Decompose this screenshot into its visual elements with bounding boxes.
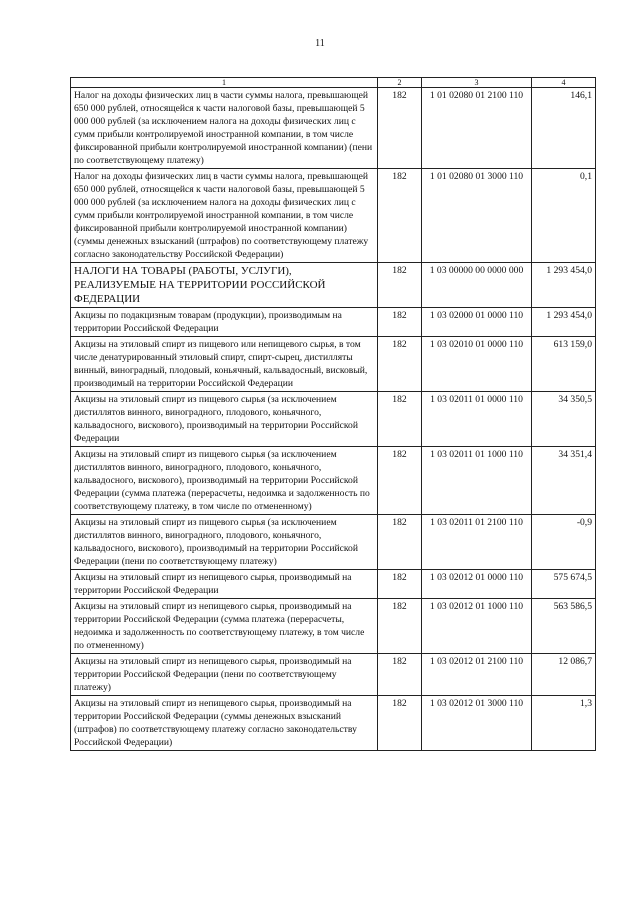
cell-name: НАЛОГИ НА ТОВАРЫ (РАБОТЫ, УСЛУГИ), РЕАЛИЗУЕМЫЕ НА ТЕРРИТОРИИ РОССИЙСКОЙ ФЕДЕРАЦИИ bbox=[71, 263, 378, 308]
cell-admin-code: 182 bbox=[378, 263, 422, 308]
cell-amount: 1 293 454,0 bbox=[532, 263, 596, 308]
cell-name: Налог на доходы физических лиц в части суммы налога, превышающей 650 000 рублей, относящейся к части налоговой базы, превышающей 5 000 000 рублей (за исключением налога на доходы физических лиц с сумм прибыли контролируемой иностранной компании, в том числе фиксированной прибыли контролируемой иностранной компании) (пени по соответствующему платежу) bbox=[71, 88, 378, 169]
cell-budget-code: 1 03 02000 01 0000 110 bbox=[422, 308, 532, 337]
cell-name: Акцизы на этиловый спирт из непищевого сырья, производимый на территории Российской Федерации (сумма платежа (перерасчеты, недоимка и задолженность по соответствующему платежу, в том числе по отмененному) bbox=[71, 599, 378, 654]
header-cell-admin: 2 bbox=[378, 78, 422, 88]
table-row bbox=[71, 570, 596, 599]
table-row bbox=[71, 308, 596, 337]
cell-admin-code: 182 bbox=[378, 515, 422, 570]
cell-budget-code: 1 03 02012 01 0000 110 bbox=[422, 570, 532, 599]
cell-budget-code: 1 03 02012 01 2100 110 bbox=[422, 654, 532, 696]
cell-name: Акцизы на этиловый спирт из пищевого сырья (за исключением дистиллятов винного, виноградного, плодового, коньячного, кальвадосного, вискового), производимый на территории Российской Федерации (сумма платежа (перерасчеты, недоимка и задолженность по соответствующему платежу, в том числе по отмененному) bbox=[71, 447, 378, 515]
cell-budget-code: 1 03 02011 01 2100 110 bbox=[422, 515, 532, 570]
cell-amount: 146,1 bbox=[532, 88, 596, 169]
cell-budget-code: 1 01 02080 01 2100 110 bbox=[422, 88, 532, 169]
cell-admin-code: 182 bbox=[378, 447, 422, 515]
table-row bbox=[71, 337, 596, 392]
table-row bbox=[71, 88, 596, 169]
cell-amount: 12 086,7 bbox=[532, 654, 596, 696]
table-row bbox=[71, 263, 596, 308]
cell-admin-code: 182 bbox=[378, 169, 422, 263]
cell-amount: -0,9 bbox=[532, 515, 596, 570]
cell-amount: 0,1 bbox=[532, 169, 596, 263]
cell-admin-code: 182 bbox=[378, 88, 422, 169]
table-row bbox=[71, 654, 596, 696]
cell-amount: 1,3 bbox=[532, 696, 596, 751]
cell-admin-code: 182 bbox=[378, 570, 422, 599]
cell-admin-code: 182 bbox=[378, 337, 422, 392]
table-row bbox=[71, 515, 596, 570]
cell-admin-code: 182 bbox=[378, 308, 422, 337]
cell-admin-code: 182 bbox=[378, 696, 422, 751]
cell-admin-code: 182 bbox=[378, 392, 422, 447]
table-row bbox=[71, 392, 596, 447]
cell-name: Акцизы на этиловый спирт из пищевого сырья (за исключением дистиллятов винного, виноградного, плодового, коньячного, кальвадосного, вискового), производимый на территории Российской Федерации (пени по соответствующему платежу) bbox=[71, 515, 378, 570]
cell-name: Налог на доходы физических лиц в части суммы налога, превышающей 650 000 рублей, относящейся к части налоговой базы, превышающей 5 000 000 рублей (за исключением налога на доходы физических лиц с сумм прибыли контролируемой иностранной компании, в том числе фиксированной прибыли контролируемой иностранной компании) (суммы денежных взысканий (штрафов) по соответствующему платежу согласно законодательству Российской Федерации) bbox=[71, 169, 378, 263]
cell-name: Акцизы на этиловый спирт из пищевого сырья (за исключением дистиллятов винного, виноградного, плодового, коньячного, кальвадосного, вискового), производимый на территории Российской Федерации bbox=[71, 392, 378, 447]
cell-amount: 575 674,5 bbox=[532, 570, 596, 599]
header-cell-name: 1 bbox=[71, 78, 378, 88]
cell-amount: 563 586,5 bbox=[532, 599, 596, 654]
table-row bbox=[71, 696, 596, 751]
cell-name: Акцизы на этиловый спирт из непищевого сырья, производимый на территории Российской Федерации bbox=[71, 570, 378, 599]
header-cell-code: 3 bbox=[422, 78, 532, 88]
table-row bbox=[71, 169, 596, 263]
cell-amount: 1 293 454,0 bbox=[532, 308, 596, 337]
cell-budget-code: 1 03 00000 00 0000 000 bbox=[422, 263, 532, 308]
table-body bbox=[71, 78, 596, 751]
cell-admin-code: 182 bbox=[378, 599, 422, 654]
cell-name: Акцизы по подакцизным товарам (продукции), производимым на территории Российской Федерации bbox=[71, 308, 378, 337]
cell-budget-code: 1 03 02012 01 3000 110 bbox=[422, 696, 532, 751]
page-number: 11 bbox=[315, 38, 325, 49]
cell-budget-code: 1 01 02080 01 3000 110 bbox=[422, 169, 532, 263]
table-row bbox=[71, 599, 596, 654]
header-cell-amount: 4 bbox=[532, 78, 596, 88]
cell-budget-code: 1 03 02011 01 0000 110 bbox=[422, 392, 532, 447]
cell-amount: 34 350,5 bbox=[532, 392, 596, 447]
cell-name: Акцизы на этиловый спирт из непищевого сырья, производимый на территории Российской Федерации (пени по соответствующему платежу) bbox=[71, 654, 378, 696]
cell-name: Акцизы на этиловый спирт из пищевого или непищевого сырья, в том числе денатурированный этиловый спирт, спирт-сырец, дистилляты винный, виноградный, плодовый, коньячный, кальвадосный, висковый, производимый на территории Российской Федерации bbox=[71, 337, 378, 392]
cell-amount: 34 351,4 bbox=[532, 447, 596, 515]
cell-budget-code: 1 03 02011 01 1000 110 bbox=[422, 447, 532, 515]
table-header-row bbox=[71, 78, 596, 88]
table-row bbox=[71, 447, 596, 515]
cell-budget-code: 1 03 02012 01 1000 110 bbox=[422, 599, 532, 654]
cell-budget-code: 1 03 02010 01 0000 110 bbox=[422, 337, 532, 392]
cell-admin-code: 182 bbox=[378, 654, 422, 696]
cell-amount: 613 159,0 bbox=[532, 337, 596, 392]
cell-name: Акцизы на этиловый спирт из непищевого сырья, производимый на территории Российской Федерации (суммы денежных взысканий (штрафов) по соответствующему платежу согласно законодательству Российской Федерации) bbox=[71, 696, 378, 751]
revenue-table bbox=[70, 77, 596, 751]
